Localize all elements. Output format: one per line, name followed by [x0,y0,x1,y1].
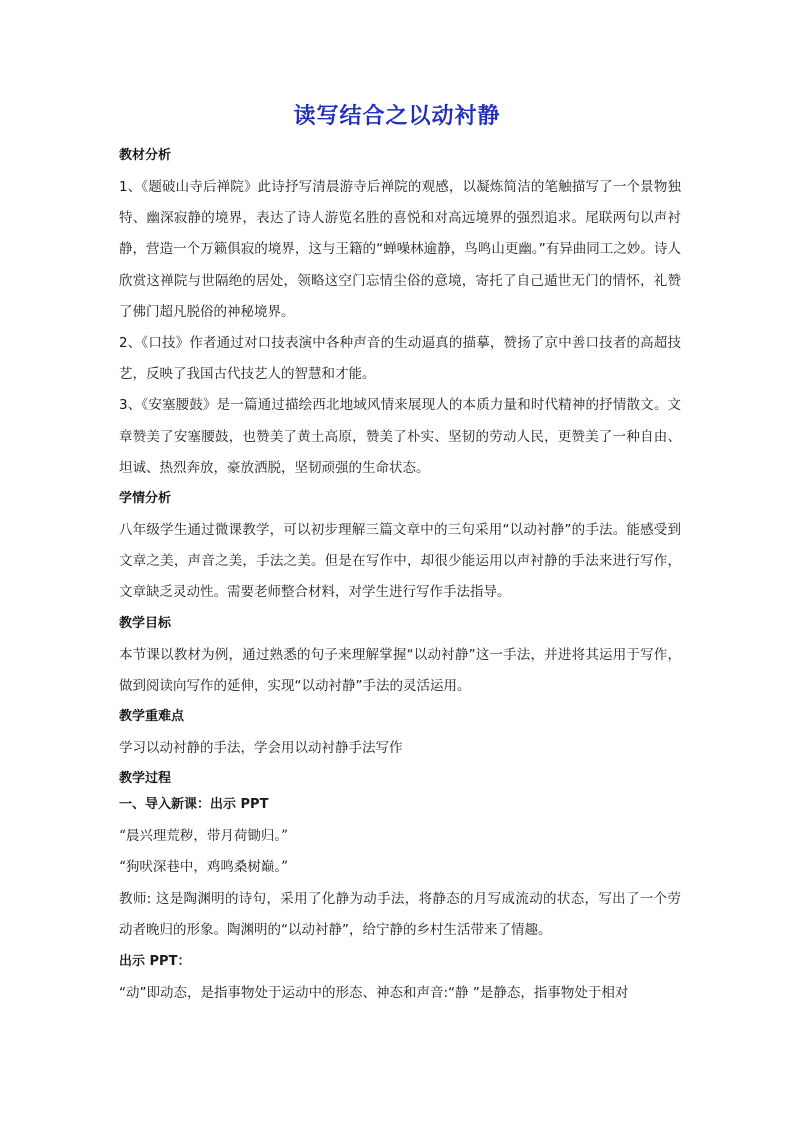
ppt-paragraph: “动”即动态，是指事物处于运动中的形态、神态和声音:“静 ”是静态，指事物处于相对 [119,985,629,1002]
section-heading-material: 教材分析 [119,148,172,163]
intro-subheading: 一、导入新课：出示 PPT [119,797,269,813]
ppt-subheading: 出示 PPT： [119,954,191,970]
section-heading-student: 学情分析 [119,491,172,507]
teacher-paragraph: 教师: 这是陶渊明的诗句，采用了化静为动手法，将静态的月写成流动的状态，写出了一个劳动者晚归的形象。陶渊明的“以动衬静”，给宁静的乡村生活带来了情趣。 [119,890,681,938]
section-heading-process: 教学过程 [119,771,172,787]
document-title: 读写结合之以动衬静 [293,104,501,129]
material-paragraph-1: 1、《题破山寺后禅院》此诗抒写清晨游寺后禅院的观感，以凝炼简洁的笔触描写了一个景物独特、幽深寂静的境界，表达了诗人游览名胜的喜悦和对高远境界的强烈追求。尾联两句以声衬静，营造一个万籁俱寂的境界，这与王籍的“蝉噪林逾静，鸟鸣山更幽。”有异曲同工之妙。诗人欣赏这禅院与世隔绝的居处，领略这空门忘情尘俗的意境，寄托了自己遁世无门的情怀，礼赞了佛门超凡脱俗的神秘境界。 [119,179,681,320]
poem-line-1: “晨兴理荒秽，带月荷锄归。” [119,828,289,845]
material-paragraph-2: 2、《口技》作者通过对口技表演中各种声音的生动逼真的描摹，赞扬了京中善口技者的高超技艺，反映了我国古代技艺人的智慧和才能。 [119,335,681,383]
material-paragraph-3: 3、《安塞腰鼓》是一篇通过描绘西北地域风情来展现人的本质力量和时代精神的抒情散文。文章赞美了安塞腰鼓，也赞美了黄土高原，赞美了朴实、坚韧的劳动人民，更赞美了一种自由、坦诚、热烈奔放，豪放洒脱，坚韧顽强的生命状态。 [119,397,681,476]
key-paragraph: 学习以动衬静的手法，学会用以动衬静手法写作 [119,740,403,757]
poem-line-2: “狗吠深巷中，鸡鸣桑树巅。” [119,859,289,876]
document-body [119,141,681,1009]
student-paragraph: 八年级学生通过微课教学，可以初步理解三篇文章中的三句采用“以动衬静”的手法。能感受到文章之美，声音之美，手法之美。但是在写作中，却很少能运用以声衬静的手法来进行写作，文章缺乏灵动性。需要老师整合材料，对学生进行写作手法指导。 [119,522,681,601]
goal-paragraph: 本节课以教材为例，通过熟悉的句子来理解掌握“以动衬静”这一手法，并进将其运用于写作，做到阅读向写作的延伸，实现“以动衬静”手法的灵活运用。 [119,646,681,694]
section-heading-key: 教学重难点 [119,709,185,725]
section-heading-goal: 教学目标 [119,615,172,631]
